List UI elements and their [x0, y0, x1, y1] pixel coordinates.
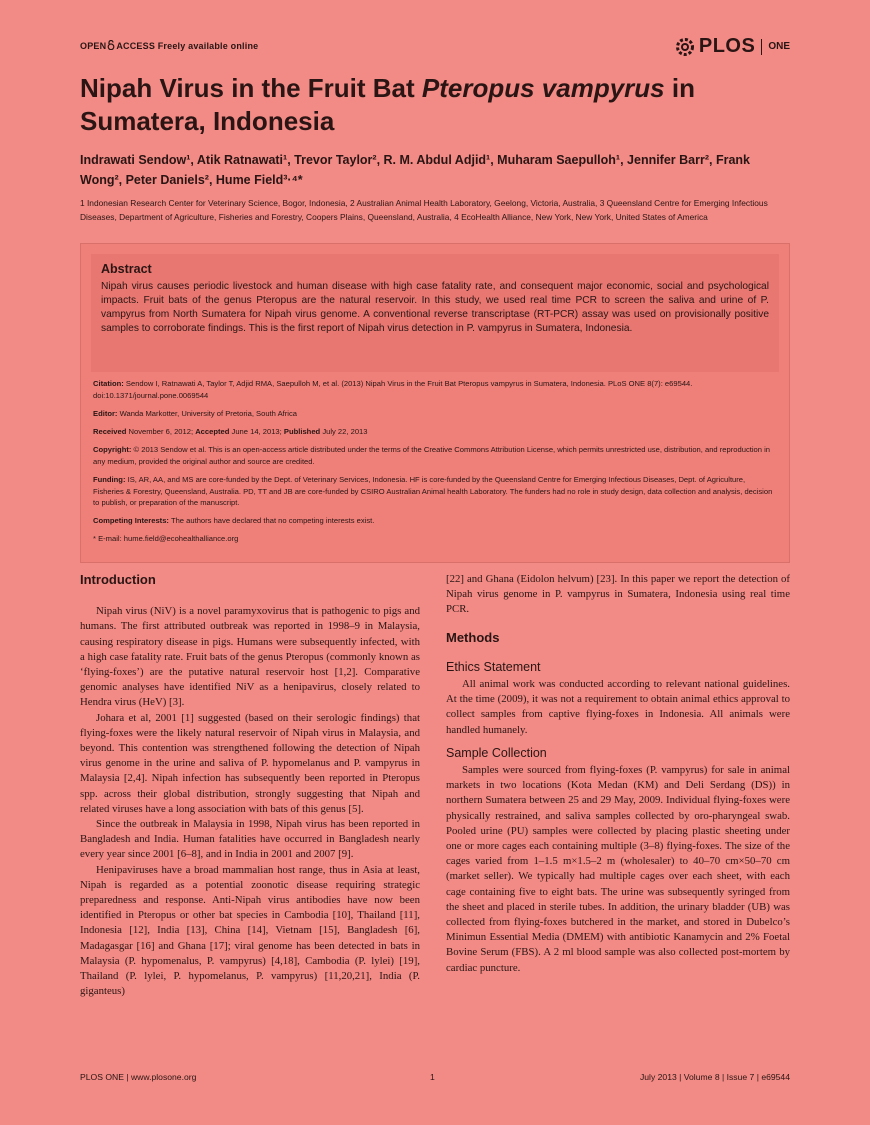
sample-collection-paragraph: Samples were sourced from flying-foxes (P. vampyrus) for sale in animal markets in two locations (Kota Medan (KM) and Deli Serdang (DS)) in northern Sumatera between 25 and 29 May, 2009. Individual flying-foxes were physically restrained, and saliva samples collected by oro-pharyngeal swab. Pooled urine (PU) samples were collected by placing plastic sheeting under one or more cages each containing multiple (3–8) flying-foxes. The size of the cages varied from 1–1.5 m×1.5–2 m (wholesaler) to 40–70 cm×50–70 cm (market seller). We typically had multiple cages over each sheet, with each cage containing five to eight bats. The urine was subsequently syringed from the sheet and placed in sterile tubes. In addition, the urinary bladder (UB) was collected from flying-foxes butchered in the market, and stored in Dubelco’s Minimun Essential Media (DMEM) with antibiotic Kanamycin and 2% Foetal Bovine Serum (FBS). A 2 ml blood sample was also collected post-mortem by cardiac puncture. — [446, 764, 790, 974]
abstract-text: Nipah virus causes periodic livestock and human disease with high case fatality rate, and consequent major economic, social and psychological impacts. Fruit bats of the genus Pteropus are the natural reservoir. In this study, we used real time PCR to screen the saliva and urine of P. vampyrus from North Sumatera for Nipah virus genome. A conventional reverse transcriptase (RT-PCR) assay was used on provisionally positive samples to corroborate findings. This is the first report of Nipah virus detection in P. vampyrus in Sumatera, Indonesia. — [101, 281, 769, 334]
open-access-banner — [80, 40, 258, 51]
intro-paragraph-4: Henipaviruses have a broad mammalian host range, thus in Asia at least, Nipah is regarded as a potential zoonotic disease requiring strategic preparedness and response. Anti-Nipah virus antibodies have now been identified in Pteropus or other bat species in Cambodia [10], Thailand [11], Indonesia [12], India [13], China [14], Vietnam [15], Bangladesh [6], Madagasgar [16] and Ghana [17]; viral genome has been detected in bats in Malaysia (P. hypomenalus, P. vampyrus) [4,18], Cambodia (P. lylei) [19], Thailand (P. lylei, P. hypomelanus, P. vampyrus) [11,20,21], India (P. giganteus) — [80, 863, 420, 998]
author-list: Indrawati Sendow¹, Atik Ratnawati¹, Trevor Taylor², R. M. Abdul Adjid¹, Muharam Saepulloh¹, Jennifer Barr², Frank Wong², Peter Daniels², Hume Field³·⁴* — [80, 153, 750, 187]
copyright-text: © 2013 Sendow et al. This is an open-access article distributed under the terms of the Creative Commons Attribution License, which permits unrestricted use, distribution, and reproduction in any medium, provided the original author and source are credited. — [93, 445, 770, 466]
article-title — [80, 72, 780, 138]
funding — [93, 474, 773, 509]
intro-paragraph-2: Johara et al, 2001 [1] suggested (based on their serologic findings) that flying-foxes were the likely natural reservoir of Nipah virus in Malaysia, and beyond. This contention was strengthened following the detection of Nipah virus genome in the urine and saliva of P. hypomelanus and P. vampyrus in Malaysia [2,4]. Nipah infection has subsequently been reported in Pteropus spp. across their global distribution, strongly suggesting that Nipah and related viruses have a long association with bats of this genus [5]. — [80, 711, 420, 815]
journal-header — [80, 35, 790, 57]
citation — [93, 378, 773, 401]
left-column — [80, 572, 420, 999]
competing-text: The authors have declared that no competing interests exist. — [170, 516, 375, 525]
editor-label: Editor: — [93, 409, 118, 418]
dates — [93, 426, 773, 438]
accepted-date: June 14, 2013; — [231, 427, 282, 436]
sample-collection-heading: Sample Collection — [446, 745, 547, 760]
published-label: Published — [283, 427, 321, 436]
abstract-heading: Abstract — [101, 262, 152, 276]
footer-journal: PLOS ONE | www.plosone.org — [80, 1072, 197, 1082]
funding-text: IS, AR, AA, and MS are core-funded by the Dept. of Veterinary Services, Indonesia. HF is core-funded by the Queensland Centre for Emerging Infectious Diseases, Dept. of Agriculture, Fisheries & Forestry, Queensland, Australia. PD, TT and JB are core-funded by CSIRO Australian Animal health Laboratory. The funders had no role in study design, data collection and analysis, decision to publish, or preparation of the manuscript. — [93, 475, 773, 507]
copyright-label: Copyright: — [93, 445, 132, 454]
intro-paragraph-1: Nipah virus (NiV) is a novel paramyxovirus that is pathogenic to pigs and humans. The first attributed outbreak was reported in 1998–9 in Malaysia, causing respiratory disease in pigs. Humans were subsequently infected, with a high case fatality rate. Fruit bats of the genus Pteropus (commonly known as ‘flying-foxes’) are the putative natural reservoir host [1,2]. Comparative genomic analyses have identified NiV as a henipavirus, closely related to Hendra virus (HeV) [3]. — [80, 605, 420, 709]
open-access-prefix: OPEN — [80, 41, 107, 51]
plos-gear-icon — [674, 36, 696, 58]
plos-logo — [674, 35, 790, 58]
page-number: 1 — [430, 1072, 435, 1082]
published-date: July 22, 2013 — [322, 427, 368, 436]
right-column — [446, 572, 790, 976]
title-end: in Sumatera, Indonesia — [80, 73, 695, 136]
intro-paragraph-5: [22] and Ghana (Eidolon helvum) [23]. In this paper we report the detection of Nipah virus genome in P. vampyrus in Sumatera, Indonesia using real time PCR. — [446, 573, 790, 616]
accepted-label: Accepted — [195, 427, 230, 436]
affiliations: 1 Indonesian Research Center for Veterinary Science, Bogor, Indonesia, 2 Australian Animal Health Laboratory, Geelong, Victoria, Australia, 3 Queensland Centre for Emerging Infectious Diseases, Department of Agriculture, Fisheries and Forestry, Coopers Plains, Queensland, Australia, 4 EcoHealth Alliance, New York, New York, United States of America — [80, 198, 768, 222]
funding-label: Funding: — [93, 475, 126, 484]
competing-label: Competing Interests: — [93, 516, 169, 525]
logo-divider — [761, 39, 762, 55]
methods-heading: Methods — [446, 629, 500, 645]
received-date: November 6, 2012; — [128, 427, 194, 436]
citation-text: Sendow I, Ratnawati A, Taylor T, Adjid RMA, Saepulloh M, et al. (2013) Nipah Virus in the Fruit Bat Pteropus vampyrus in Sumatera, Indonesia. PLoS ONE 8(7): e69544. doi:10.1371/journal.pone.0069544 — [93, 379, 693, 400]
ethics-heading: Ethics Statement — [446, 659, 541, 674]
title-species: Pteropus vampyrus — [421, 73, 665, 103]
intro-paragraph-3: Since the outbreak in Malaysia in 1998, Nipah virus has been reported in Bangladesh and India. Human fatalities have occurred in Bangladesh nearly every year since 2001 [6–8], and in India in 2001 and 2007 [9]. — [80, 818, 420, 861]
received-label: Received — [93, 427, 127, 436]
plos-brand: PLOS — [698, 35, 756, 57]
introduction-heading: Introduction — [80, 572, 156, 587]
corresponding-email: * E-mail: hume.field@ecohealthalliance.org — [93, 534, 239, 543]
open-access-text: ACCESS Freely available online — [116, 41, 259, 51]
abstract-panel — [91, 254, 779, 372]
title-start: Nipah Virus in the Fruit Bat — [80, 73, 422, 103]
copyright — [93, 444, 773, 467]
citation-label: Citation: — [93, 379, 124, 388]
footer-issue: July 2013 | Volume 8 | Issue 7 | e69544 — [639, 1072, 790, 1082]
editor-text: Wanda Markotter, University of Pretoria, South Africa — [119, 409, 297, 418]
open-lock-icon — [107, 40, 115, 50]
editor — [93, 408, 773, 420]
journal-name: ONE — [768, 41, 790, 52]
competing-interests — [93, 515, 773, 527]
ethics-paragraph: All animal work was conducted according to relevant national guidelines. At the time (2009), it was not a requirement to obtain animal ethics approval to collect samples from captive flying-foxes in Indonesia. All animals were handled humanely. — [446, 678, 790, 736]
